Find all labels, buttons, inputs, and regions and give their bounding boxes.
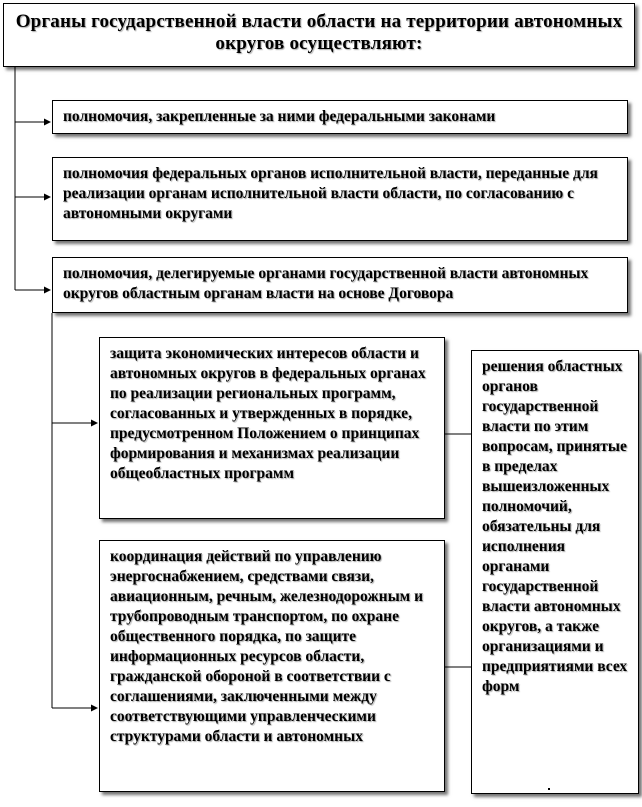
box-coordination-text: координация действий по управлению энергоснабжением, средствами связи, авиационным, речным, железнодорожным и трубопроводным транспортом, по охране общественного порядка, по защите информационных ресурсов области, гражданской обороной в соответствии с соглашениями, заключенными между соответствующими управленческими структурами области и автономных bbox=[110, 548, 424, 745]
box-delegated-powers bbox=[52, 257, 628, 313]
box-economic-protection bbox=[99, 337, 445, 519]
box-delegated-powers-text: полномочия, делегируемые органами государственной власти автономных округов областным органам власти на основе Договора bbox=[63, 265, 589, 302]
box-federal-laws-text: полномочия, закрепленные за ними федеральными законами bbox=[63, 108, 496, 125]
box-transferred-powers bbox=[52, 157, 628, 241]
stray-dot bbox=[548, 788, 550, 790]
box-economic-protection-text: защита экономических интересов области и автономных округов в федеральных органах по реализации региональных программ, согласованных и утвержденных в порядке, предусмотренном Положением о принципах формирования и механизмах реализации общеобластных программ bbox=[110, 345, 426, 482]
box-binding-decisions-text: решения областных органов государственной власти по этим вопросам, принятые в пределах вышеизложенных полномочий, обязательны для исполнения органами государственной власти автономных округов, а также организациями и предприятиями всех форм bbox=[482, 358, 628, 695]
box-binding-decisions bbox=[471, 350, 639, 794]
title-text: Органы государственной власти области на территории автономных округов осуществляют: bbox=[15, 11, 623, 54]
title-box bbox=[3, 3, 635, 67]
box-coordination bbox=[99, 540, 445, 792]
box-federal-laws bbox=[52, 100, 628, 134]
box-transferred-powers-text: полномочия федеральных органов исполнительной власти, переданные для реализации органам исполнительной власти области, по согласованию с автономными округами bbox=[63, 165, 598, 222]
